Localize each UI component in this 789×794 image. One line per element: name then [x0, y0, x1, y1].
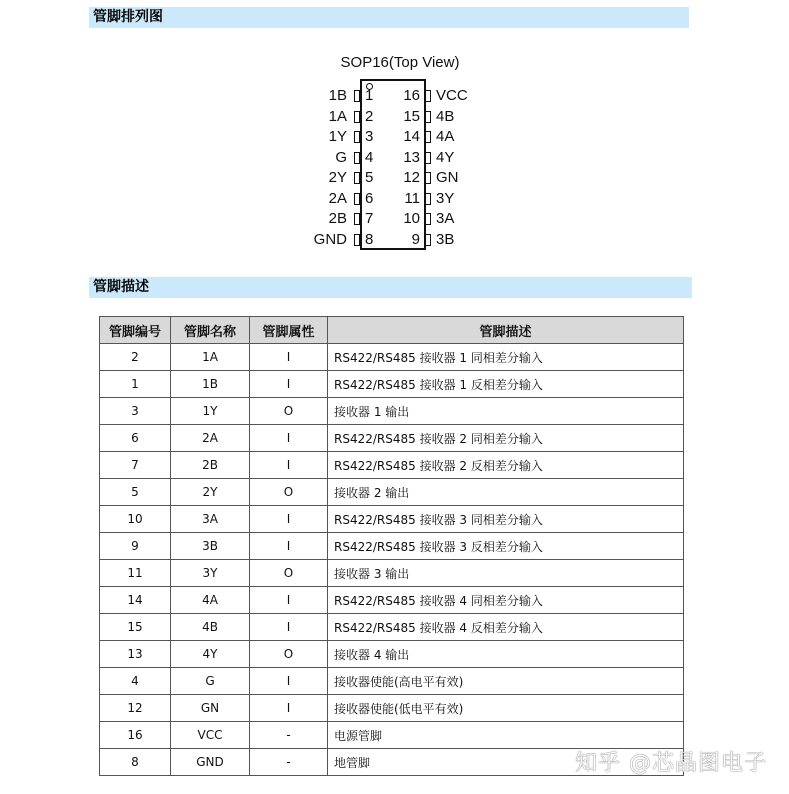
pin-lead-icon: [425, 111, 431, 123]
cell-pin-name: 2Y: [171, 479, 250, 506]
pin-number-left: 3: [365, 128, 374, 145]
pin-name-right: 3A: [436, 210, 455, 227]
pin-name-right: 3Y: [436, 189, 455, 207]
pin-lead-icon: [425, 234, 431, 246]
table-row: [100, 506, 684, 533]
pin-number-left: 8: [365, 230, 374, 248]
table-row: [100, 614, 684, 641]
cell-pin-number: 11: [100, 560, 171, 587]
pin-name-right: GN: [436, 169, 459, 186]
pin-lead-icon: [425, 213, 431, 225]
pin-number-right: 13: [403, 148, 420, 166]
cell-pin-type: I: [250, 425, 328, 452]
pin-number-right: 9: [411, 230, 420, 248]
pin-name-left: 1A: [328, 107, 347, 125]
cell-pin-description: RS422/RS485 接收器 4 同相差分输入: [328, 587, 684, 614]
cell-pin-number: 2: [100, 344, 171, 371]
table-row: [100, 425, 684, 452]
cell-pin-name: GND: [171, 749, 250, 776]
table-row: [100, 479, 684, 506]
pin-number-right: 16: [403, 87, 420, 104]
cell-pin-type: I: [250, 533, 328, 560]
pin-number-right: 10: [403, 210, 420, 227]
cell-pin-description: 地管脚: [328, 749, 684, 776]
cell-pin-number: 4: [100, 668, 171, 695]
cell-pin-type: I: [250, 344, 328, 371]
cell-pin-type: O: [250, 398, 328, 425]
pin-number-left: 7: [365, 210, 374, 227]
cell-pin-description: RS422/RS485 接收器 2 同相差分输入: [328, 425, 684, 452]
pin-description-table: [99, 316, 684, 776]
cell-pin-type: I: [250, 587, 328, 614]
header-pin-number: 管脚编号: [100, 317, 171, 344]
cell-pin-description: 接收器使能(低电平有效): [328, 695, 684, 722]
cell-pin-description: RS422/RS485 接收器 4 反相差分输入: [328, 614, 684, 641]
table-row: [100, 560, 684, 587]
header-pin-name: 管脚名称: [171, 317, 250, 344]
pin-number-right: 15: [403, 107, 420, 125]
cell-pin-name: 2A: [171, 425, 250, 452]
pin-lead-icon: [354, 152, 360, 164]
pin-lead-icon: [425, 193, 431, 205]
table-header-row: [100, 317, 684, 344]
pin-lead-icon: [354, 111, 360, 123]
cell-pin-name: GN: [171, 695, 250, 722]
cell-pin-number: 15: [100, 614, 171, 641]
pin-name-left: 2A: [328, 189, 347, 207]
cell-pin-description: RS422/RS485 接收器 1 同相差分输入: [328, 344, 684, 371]
cell-pin-number: 14: [100, 587, 171, 614]
table-row: [100, 695, 684, 722]
cell-pin-description: 接收器 2 输出: [328, 479, 684, 506]
cell-pin-name: 2B: [171, 452, 250, 479]
cell-pin-name: 1B: [171, 371, 250, 398]
cell-pin-number: 7: [100, 452, 171, 479]
cell-pin-name: 4B: [171, 614, 250, 641]
table-row: [100, 722, 684, 749]
cell-pin-description: RS422/RS485 接收器 2 反相差分输入: [328, 452, 684, 479]
cell-pin-number: 8: [100, 749, 171, 776]
cell-pin-type: O: [250, 560, 328, 587]
pin-number-left: 2: [365, 107, 374, 125]
cell-pin-description: 接收器使能(高电平有效): [328, 668, 684, 695]
cell-pin-type: I: [250, 695, 328, 722]
pin-lead-icon: [354, 90, 360, 102]
cell-pin-description: 电源管脚: [328, 722, 684, 749]
cell-pin-number: 16: [100, 722, 171, 749]
table-row: [100, 641, 684, 668]
watermark: 知乎 @芯晶图电子: [575, 751, 767, 776]
pin-lead-icon: [425, 152, 431, 164]
table-row: [100, 533, 684, 560]
cell-pin-number: 13: [100, 641, 171, 668]
cell-pin-description: 接收器 1 输出: [328, 398, 684, 425]
table-row: [100, 344, 684, 371]
cell-pin-name: G: [171, 668, 250, 695]
table-row: [100, 668, 684, 695]
cell-pin-number: 1: [100, 371, 171, 398]
cell-pin-type: I: [250, 452, 328, 479]
cell-pin-name: 3A: [171, 506, 250, 533]
pin-name-right: 4Y: [436, 148, 455, 166]
pin-lead-icon: [354, 172, 360, 184]
cell-pin-type: I: [250, 371, 328, 398]
pin-number-left: 6: [365, 189, 374, 207]
cell-pin-number: 6: [100, 425, 171, 452]
cell-pin-number: 10: [100, 506, 171, 533]
cell-pin-name: 3B: [171, 533, 250, 560]
pin-name-right: 3B: [436, 230, 455, 248]
pin-name-left: 2Y: [328, 169, 347, 186]
cell-pin-type: I: [250, 614, 328, 641]
pin-number-left: 4: [365, 148, 374, 166]
cell-pin-type: O: [250, 641, 328, 668]
pin-name-right: VCC: [436, 87, 468, 104]
cell-pin-number: 12: [100, 695, 171, 722]
table-row: [100, 398, 684, 425]
section-title-description: 管脚描述: [89, 277, 692, 298]
pin-lead-icon: [425, 90, 431, 102]
pin-lead-icon: [354, 213, 360, 225]
pin-name-left: GND: [313, 230, 347, 248]
pin-number-right: 12: [403, 169, 420, 186]
cell-pin-description: 接收器 3 输出: [328, 560, 684, 587]
pin-lead-icon: [354, 193, 360, 205]
cell-pin-type: O: [250, 479, 328, 506]
chip-package-title: SOP16(Top View): [340, 54, 460, 71]
cell-pin-type: I: [250, 506, 328, 533]
pin-number-right: 14: [403, 128, 420, 145]
cell-pin-description: RS422/RS485 接收器 1 反相差分输入: [328, 371, 684, 398]
pin-name-right: 4A: [436, 128, 455, 145]
pin-lead-icon: [354, 131, 360, 143]
section-title-pinout: 管脚排列图: [89, 7, 689, 28]
cell-pin-description: 接收器 4 输出: [328, 641, 684, 668]
header-pin-type: 管脚属性: [250, 317, 328, 344]
pin-lead-icon: [425, 172, 431, 184]
cell-pin-description: RS422/RS485 接收器 3 同相差分输入: [328, 506, 684, 533]
pin-number-left: 1: [365, 87, 374, 104]
cell-pin-type: -: [250, 749, 328, 776]
cell-pin-description: RS422/RS485 接收器 3 反相差分输入: [328, 533, 684, 560]
cell-pin-number: 9: [100, 533, 171, 560]
cell-pin-number: 5: [100, 479, 171, 506]
pin-name-left: G: [335, 148, 347, 166]
cell-pin-name: 4Y: [171, 641, 250, 668]
table-row: [100, 587, 684, 614]
cell-pin-name: 3Y: [171, 560, 250, 587]
pin-name-right: 4B: [436, 107, 455, 125]
cell-pin-number: 3: [100, 398, 171, 425]
pin-name-left: 1Y: [328, 128, 347, 145]
cell-pin-type: I: [250, 668, 328, 695]
pin-number-right: 11: [404, 189, 420, 207]
pin-lead-icon: [354, 234, 360, 246]
header-pin-description: 管脚描述: [328, 317, 684, 344]
cell-pin-name: 1A: [171, 344, 250, 371]
table-row: [100, 371, 684, 398]
pin-lead-icon: [425, 131, 431, 143]
pin-number-left: 5: [365, 169, 374, 186]
cell-pin-name: 1Y: [171, 398, 250, 425]
pin-name-left: 2B: [328, 210, 347, 227]
cell-pin-type: -: [250, 722, 328, 749]
table-row: [100, 452, 684, 479]
pin-name-left: 1B: [328, 87, 347, 104]
cell-pin-name: 4A: [171, 587, 250, 614]
cell-pin-name: VCC: [171, 722, 250, 749]
